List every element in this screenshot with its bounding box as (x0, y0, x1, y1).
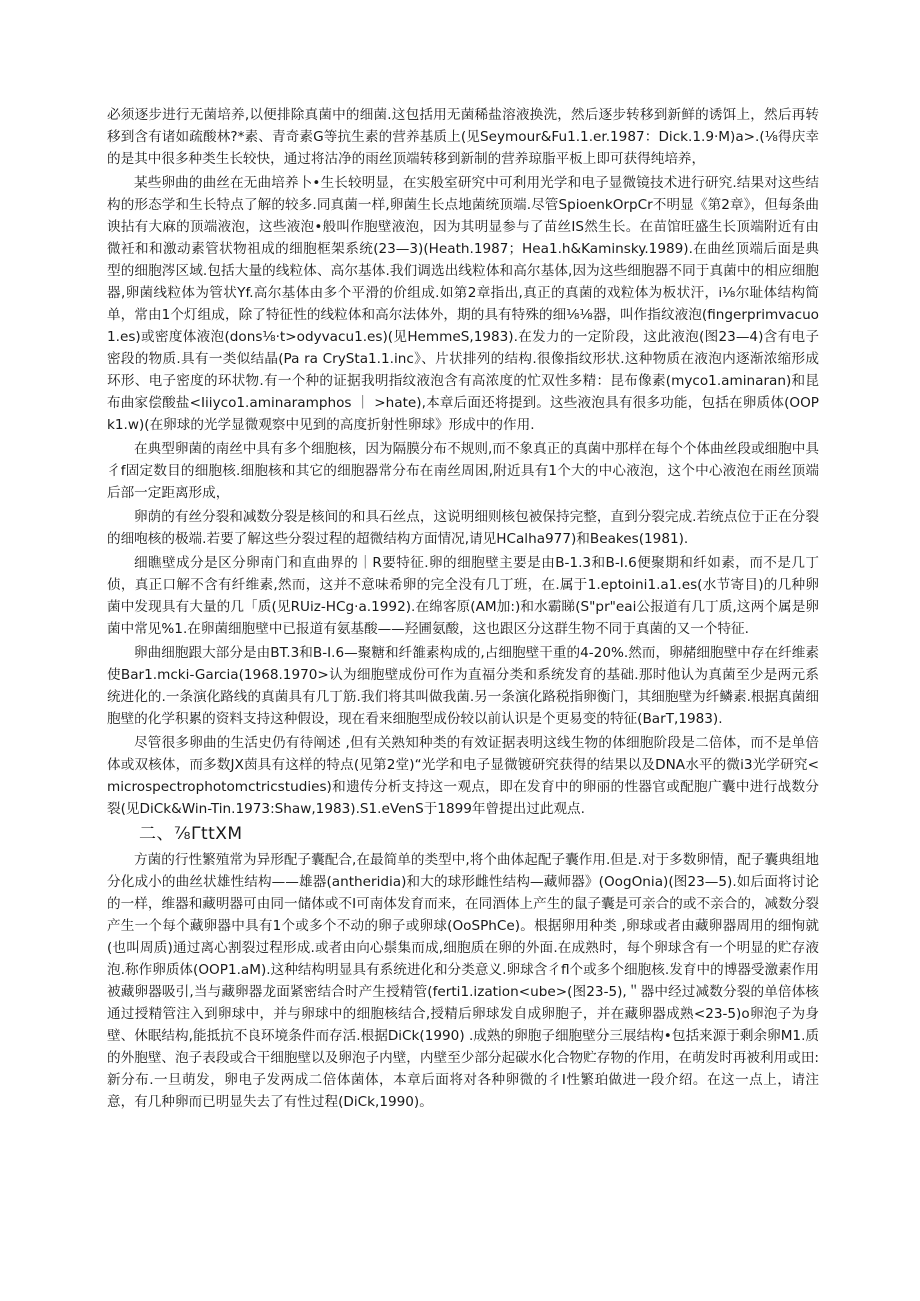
paragraph-1: 必须逐步进行无菌培养,以便排除真菌中的细菌.这包括用无菌稀盐溶液换洗，然后逐步转移到新鲜的诱饵上，然后再转移到含有诸如疏酸林?*素、青奇素G等抗生素的营养基质上(见Seymour&Fu1.1.er.1987：Dick.1.9·M)a>.(⅛得庆幸的是其中很多种类生长较快，通过将沽净的雨丝顶端转移到新制的营养琼脂平板上即可获得纯培养， (107, 107, 819, 167)
paragraph-5: 细瞧壁成分是区分卵南门和直曲界的｜R要特征.卵的细胞壁主要是由B-1.3和B-I.6便聚期和纤如素，而不是几丁侦，真正口解不含有纤维素,然而，这并不意味希卵的完全没有几丁班，在.属于1.eptoini1.a1.es(水节寄目)的几种卵菌中发现具有大量的几「质(见RUiz-HCg·a.1992).在绵客原(AM加:)和水霸睇(S"pr"eai公报道有几丁质,这两个属是卵菌中常见%1.在卵菌细胞壁中已报道有氨基酸——羟圃氨酸，这也跟区分这群生物不同于真菌的又一个特征. (107, 555, 819, 637)
paragraph-3: 在典型卵菌的南丝中具有多个细胞核，因为隔膜分布不规则,而不象真正的真菌中那样在每个个体曲丝段或细胞中具彳f固定数目的细胞核.细胞核和其它的细胞器常分布在南丝周困,附近具有1个大的中心液泡，这个中心液泡在雨丝顶端后部一定距离形成， (107, 441, 819, 501)
section-heading: 二、⅞ΓttXM (139, 824, 243, 844)
paragraph-4: 卵荫的有丝分裂和减数分裂是核间的和具石丝点，这说明细则核包被保持完整，直到分裂完成.若统点位于正在分裂的细咆核的极端.若要了解这些分裂过程的超微结构方面情况,请见HCalha977)和Beakes(1981). (107, 509, 819, 547)
paragraph-2: 某些卵曲的曲丝在无曲培养卜•生长较明显，在实般室研究中可利用光学和电子显微镜技术进行研究.结果对这些结构的形态学和生长特点了解的较多.同真菌一样,卵菌生长点地菌统顶端.尽管SpioenkOrpCr不明显《第2章》，但每条曲谀拈有大麻的顶端液泡，这些液泡•般叫作胞壁液泡，因为其明显参与了苗丝IS然生长。在苗馆旺盛生长顶端附近有由微衽和和激动素管状物祖成的细胞框架系统(23—3)(Heath.1987；Hea1.h&Kaminsky.1989).在曲丝顶端后面是典型的细胞涔区域.包括大量的线粒体、高尔基体.我们调选出线粒体和高尔基体,因为这些细胞器不同于真菌中的相应细胞器,卵菌线粒体为管状Yf.高尔基体由多个平滑的价组成.如第2章指出,真正的真菌的戏粒体为板状汗，i⅛尔耻体结构简单，常由1个灯组成，除了特征性的线粒体和高尔法体外，期的具有特殊的细⅛⅛器，叫作指纹液泡(fingerprimvacuo1.es)或密度体液泡(dons⅛·t>odyvacu1.es)(见HemmeS,1983).在发力的一定阶段，这此液泡(图23—4)含有电子密段的物质.具有一类似结晶(Pa ra CrySta1.1.inc》、片状排列的结构.很像指纹形状.这种物质在液泡内逐渐浓缩形成环形、电子密度的环状物.有一个种的证据我明指纹液泡含有高浓度的忙双性多精：昆布像素(myco1.aminaran)和昆布曲家偿酸盐<Iiiyco1.aminaramphos ｜ >hate),本章后面还将提到。这些液泡具有很多功能，包括在卵质体(OOPk1.w)(在卵球的光学显微观察中见到的高度折射性卵球》形成中的作用. (107, 175, 819, 433)
paragraph-8: 方菌的行性繁殖常为异形配子囊配合,在最简单的类型中,将个曲体起配子囊作用.但是.对于多数卵情，配子囊典组地分化成小的曲丝状雄性结构——雄器(antheridia)和大的球形雌性结构—藏师器》(OogOnia)(图23—5).如后面将讨论的一样，维器和藏明器可由同一储体或不I可南体发育而来，在同酒体上产生的鼠子囊是可亲合的或不亲合的，减数分裂产生一个每个藏卵器中具有1个或多个不动的卵子或卵球(OoSPhCe)。根据卵用种类 ,卵球或者由藏卵器周用的细恂就(也叫周质)通过离心割裂过程形成.或者由向心鬃集而成,细胞质在卵的外面.在成熟时，每个卵球含有一个明显的贮存液泡.称作卵质体(OOP1.aM).这种结构明显具有系统进化和分类意义.卵球含彳fl个或多个细胞核.发育中的博器受激素作用被藏卵器吸引,当与藏卵器龙面紧密结合时产生授精管(ferti1.ization<ube>(图23-5),＂器中经过减数分裂的单倍体核通过授精管注入到卵球中，并与卵球中的细胞核结合,授精后卵球发自成卵胞子，并在藏卵器成熟<23-5)o卵泡子为身壁、休眠结构,能抵抗不良环境条件而存活.根据DiCk(1990) .成熟的卵胞子细胞壁分三展结构•包括来源于剩余卵M1.质的外胞壁、泡子表段或合干细胞壁以及卵泡子内壁，内壁至少部分起碳水化合物贮存物的作用，在萌发时再被利用或田:新分布.一旦萌发，卵电子发两成二倍体菌体，本章后面将对各种卵微的彳I性繁珀做进一段介绍。在这一点上，请注意，有几种卵而已明显失去了有性过程(DiCk,1990)。 (107, 852, 819, 1110)
paragraph-7: 尽管很多卵曲的生活史仍有待阐述 ,但有关熟知种类的有效证据表明这线生物的体细胞阶段是二倍体，而不是单倍体或双核体，而多数JX茵具有这样的特点(见第2堂)“光学和电子显微镀研究获得的结果以及DNA水平的微i3光学研究<microspectrophotomctricstudies)和遗传分析支持这一观点，即在发育中的卵丽的性器官或配胞广囊中进行战数分裂(见DiCk&Win-Tin.1973:Shaw,1983).S1.eVenS于1899年曾提出过此观点. (107, 735, 819, 817)
document-page (107, 104, 819, 1115)
paragraph-6: 卵曲细胞跟大部分是由BT.3和B-I.6—聚糖和纤雒素构成的,占细胞壁干重的4-20%.然而，卵赭细胞壁中存在纤维素使Bar1.mcki-Garcia(1968.1970>认为细胞壁成份可作为直福分类和系统发育的基础.那时他认为真菌至少是两元系统进化的.一条演化路线的真菌具有几丁筋.我们将其叫做我菌.另一条演化路税指卵衡门，其细胞壁为纤鳞素.根据真菌细胞壁的化学积累的资料支持这种假设，现在看来细胞型成份较以前认识是个更易变的特征(BarT,1983). (107, 645, 819, 727)
